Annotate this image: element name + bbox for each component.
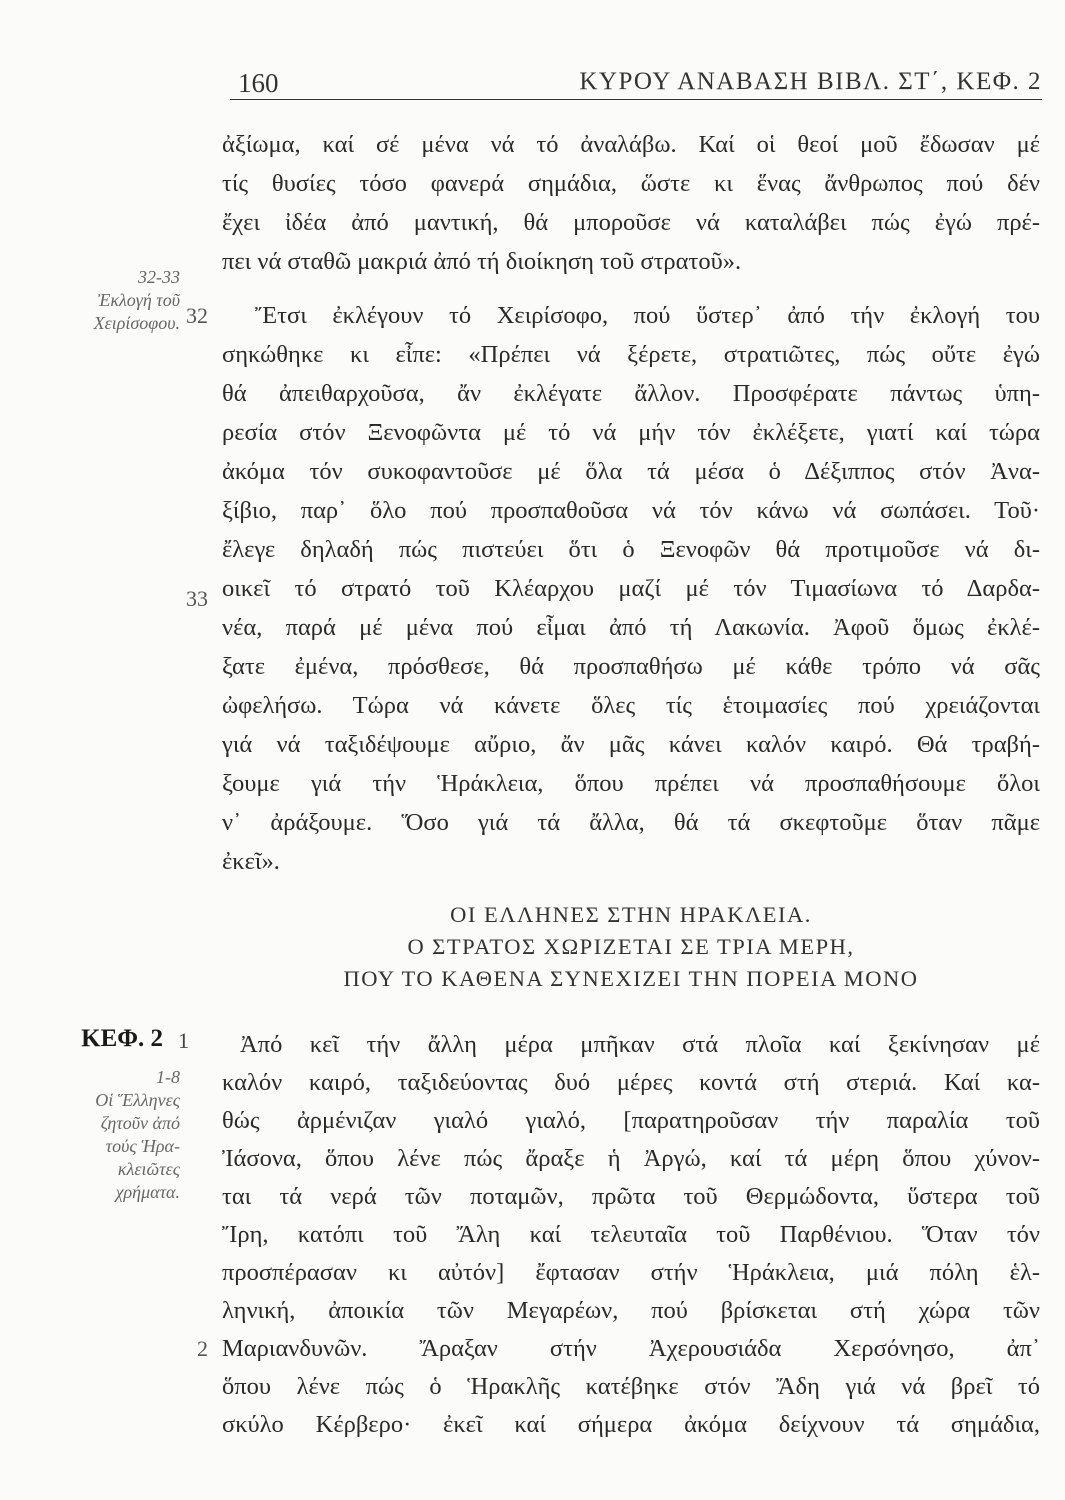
text-line: Ἰάσονα, ὅπου λένε πώς ἄραξε ἡ Ἀργώ, καί τά μέρη ὅπου χύνον- <box>222 1145 1040 1172</box>
side-note-line: Χειρίσοφου. <box>93 313 180 333</box>
running-head: ΚΥΡΟΥ ΑΝΑΒΑΣΗ ΒΙΒΛ. ΣΤ΄, ΚΕΦ. 2 <box>579 68 1042 95</box>
text-line: Ἴρη, κατόπι τοῦ Ἄλη καί τελευταῖα τοῦ Παρθένιου. Ὅταν τόν <box>222 1221 1040 1248</box>
text-line: ν᾽ ἀράξουμε. Ὅσο γιά τά ἄλλα, θά τά σκεφτοῦμε ὅταν πᾶμε <box>222 809 1040 836</box>
text-line: Ἔτσι ἐκλέγουν τό Χειρίσοφο, πού ὕστερ᾽ ἀπό τήν ἐκλογή του <box>255 302 1040 329</box>
text-line: Ἀπό κεῖ τήν ἄλλη μέρα μπῆκαν στά πλοῖα καί ξεκίνησαν μέ <box>240 1031 1040 1058</box>
text-line: ἔχει ἰδέα ἀπό μαντική, θά μποροῦσε νά καταλάβει πώς ἐγώ πρέ- <box>222 209 1040 236</box>
text-line: σκύλο Κέρβερο· ἐκεῖ καί σήμερα ἀκόμα δείχνουν τά σημάδια, <box>222 1411 1040 1438</box>
side-note-range: 32-33 <box>138 267 180 287</box>
side-note-range: 1-8 <box>156 1067 180 1087</box>
text-line: ξατε ἐμένα, πρόσθεσε, θά προσπαθήσω μέ κάθε τρόπο νά σᾶς <box>222 653 1040 680</box>
side-note-line: Οἱ Ἕλληνες <box>95 1090 180 1110</box>
text-line: νέα, παρά μέ μένα πού εἶμαι ἀπό τή Λακωνία. Ἀφοῦ ὅμως ἐκλέ- <box>222 614 1040 641</box>
side-note-money <box>20 1066 180 1204</box>
text-line: ἀκόμα τόν συκοφαντοῦσε μέ ὅλα τά μέσα ὁ Δέξιππος στόν Ἀνα- <box>222 458 1040 485</box>
section-title-line: ΠΟΥ ΤΟ ΚΑΘΕΝΑ ΣΥΝΕΧΙΖΕΙ ΤΗΝ ΠΟΡΕΙΑ ΜΟΝΟ <box>343 966 919 991</box>
section-title-line: Ο ΣΤΡΑΤΟΣ ΧΩΡΙΖΕΤΑΙ ΣΕ ΤΡΙΑ ΜΕΡΗ, <box>407 934 855 959</box>
section-number-32: 32 <box>186 303 208 328</box>
text-line: ἀξίωμα, καί σέ μένα νά τό ἀναλάβω. Καί οἱ θεοί μοῦ ἔδωσαν μέ <box>222 131 1040 158</box>
text-line: ἐκεῖ». <box>222 848 280 875</box>
text-line: οικεῖ τό στρατό τοῦ Κλέαρχου μαζί μέ τόν Τιμασίωνα τό Δαρδα- <box>222 575 1040 602</box>
side-note-line: χρήματα. <box>115 1182 180 1202</box>
text-line: καλόν καιρό, ταξιδεύοντας δυό μέρες κοντά στή στεριά. Καί κα- <box>222 1069 1040 1096</box>
text-line: πει νά σταθῶ μακριά ἀπό τή διοίκηση τοῦ στρατοῦ». <box>222 248 742 275</box>
side-note-line: κλειῶτες <box>117 1159 180 1179</box>
section-number-2: 2 <box>197 1336 208 1361</box>
text-line: τίς θυσίες τόσο φανερά σημάδια, ὥστε κι ἕνας ἄνθρωπος πού δέν <box>222 170 1040 197</box>
text-line: σηκώθηκε κι εἶπε: «Πρέπει νά ξέρετε, στρατιῶτες, πώς οὔτε ἐγώ <box>222 341 1040 368</box>
text-line: ρεσία στόν Ξενοφῶντα μέ τό νά μήν τόν ἐκλέξετε, γιατί καί τώρα <box>222 419 1040 446</box>
text-line: ξίβιο, παρ᾽ ὅλο πού προσπαθοῦσα νά τόν κάνω νά σωπάσει. Τοῦ· <box>222 497 1040 524</box>
section-number-1: 1 <box>178 1028 189 1053</box>
text-line: γιά νά ταξιδέψουμε αὔριο, ἄν μᾶς κάνει καλόν καιρό. Θά τραβή- <box>222 731 1040 758</box>
section-title-line: ΟΙ ΕΛΛΗΝΕΣ ΣΤΗΝ ΗΡΑΚΛΕΙΑ. <box>450 902 812 927</box>
text-line: ληνική, ἀποικία τῶν Μεγαρέων, πού βρίσκεται στή χώρα τῶν <box>222 1297 1040 1324</box>
chapter-label: ΚΕΦ. 2 <box>81 1025 163 1052</box>
text-line: ὠφελήσω. Τώρα νά κάνετε ὅλες τίς ἑτοιμασίες πού χρειάζονται <box>222 692 1040 719</box>
text-line: ται τά νερά τῶν ποταμῶν, πρῶτα τοῦ Θερμώδοντα, ὕστερα τοῦ <box>222 1183 1040 1210</box>
text-line: θώς ἀρμένιζαν γιαλό γιαλό, [παρατηροῦσαν τήν παραλία τοῦ <box>222 1107 1040 1134</box>
page-number: 160 <box>238 68 279 98</box>
section-number-33: 33 <box>186 586 208 611</box>
text-line: Μαριανδυνῶν. Ἄραξαν στήν Ἀχερουσιάδα Χερσόνησο, ἀπ᾽ <box>222 1335 1040 1362</box>
text-line: ὅπου λένε πώς ὁ Ἡρακλῆς κατέβηκε στόν Ἄδη γιά νά βρεῖ τό <box>222 1373 1040 1400</box>
text-line: ξουμε γιά τήν Ἡράκλεια, ὅπου πρέπει νά προσπαθήσουμε ὅλοι <box>222 770 1040 797</box>
text-line: θά ἀπειθαρχοῦσα, ἄν ἐκλέγατε ἄλλον. Προσφέρατε πάντως ὑπη- <box>222 380 1040 407</box>
text-line: προσπέρασαν κι αὐτόν] ἔφτασαν στήν Ἡράκλεια, μιά πόλη ἑλ- <box>222 1259 1040 1286</box>
side-note-line: ζητοῦν ἀπό <box>100 1113 180 1133</box>
side-note-line: τούς Ἡρα- <box>105 1136 180 1156</box>
text-line: ἔλεγε δηλαδή πώς πιστεύει ὅτι ὁ Ξενοφῶν θά προτιμοῦσε νά δι- <box>222 536 1040 563</box>
header-rule <box>230 99 1042 100</box>
side-note-line: Ἐκλογή τοῦ <box>97 290 180 310</box>
